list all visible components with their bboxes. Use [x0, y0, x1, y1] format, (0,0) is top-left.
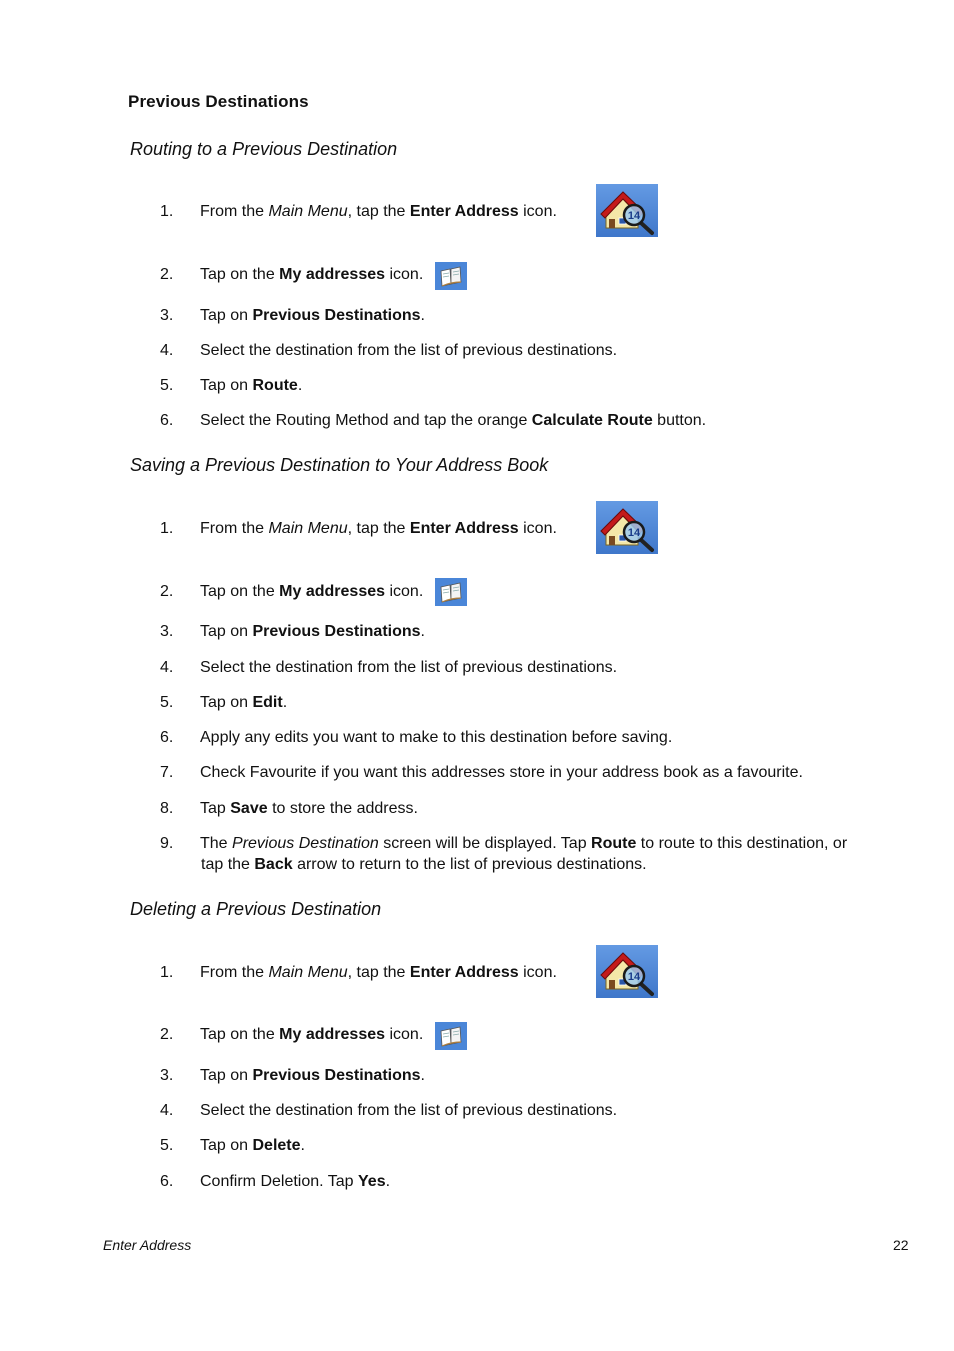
step-text: Tap on the My addresses icon.	[200, 1026, 424, 1043]
step-number: 5.	[160, 1137, 174, 1154]
step-text: Tap on Route.	[200, 377, 303, 394]
step-text: From the Main Menu, tap the Enter Address icon.	[200, 203, 557, 220]
step-text: Tap on Previous Destinations.	[200, 623, 425, 640]
step-number: 1.	[160, 203, 174, 220]
step-number: 6.	[160, 1173, 174, 1190]
enter-address-icon	[596, 945, 658, 998]
step-text: Tap on Edit.	[200, 694, 288, 711]
list-item	[0, 833, 954, 877]
step-number: 2.	[160, 1026, 174, 1043]
step-text: Select the destination from the list of previous destinations.	[200, 342, 618, 359]
enter-address-icon	[596, 501, 658, 554]
step-text: The Previous Destination screen will be displayed. Tap Route to route to this destination, or	[200, 835, 848, 852]
step-number: 3.	[160, 307, 174, 324]
section-heading-deleting: Deleting a Previous Destination	[130, 899, 382, 919]
page-number: 22	[893, 1237, 909, 1253]
step-text: Confirm Deletion. Tap Yes.	[200, 1173, 391, 1190]
step-text: Tap on Previous Destinations.	[200, 307, 425, 324]
step-text: Select the Routing Method and tap the orange Calculate Route button.	[200, 412, 707, 429]
step-number: 3.	[160, 623, 174, 640]
step-number: 6.	[160, 412, 174, 429]
step-number: 1.	[160, 964, 174, 981]
step-text: From the Main Menu, tap the Enter Address icon.	[200, 520, 557, 537]
step-number: 8.	[160, 800, 174, 817]
enter-address-icon	[596, 184, 658, 237]
my-addresses-icon	[435, 1022, 467, 1050]
step-number: 4.	[160, 342, 174, 359]
my-addresses-icon	[435, 578, 467, 606]
step-number: 9.	[160, 835, 174, 852]
step-text: Tap on the My addresses icon.	[200, 266, 424, 283]
step-text: Select the destination from the list of previous destinations.	[200, 1102, 618, 1119]
step-text: Tap on Previous Destinations.	[200, 1067, 425, 1084]
footer-section-name: Enter Address	[103, 1237, 192, 1253]
section-heading-saving: Saving a Previous Destination to Your Address Book	[130, 455, 549, 475]
step-number: 5.	[160, 377, 174, 394]
step-number: 3.	[160, 1067, 174, 1084]
step-number: 4.	[160, 1102, 174, 1119]
step-text: Tap on Delete.	[200, 1137, 305, 1154]
step-number: 5.	[160, 694, 174, 711]
section-heading-routing: Routing to a Previous Destination	[130, 139, 398, 159]
step-text: Check Favourite if you want this addresses store in your address book as a favourite.	[200, 764, 803, 781]
page-title: Previous Destinations	[128, 92, 309, 111]
step-number: 2.	[160, 266, 174, 283]
step-text: Tap on the My addresses icon.	[200, 583, 424, 600]
step-number: 6.	[160, 729, 174, 746]
step-number: 4.	[160, 659, 174, 676]
step-text: Tap Save to store the address.	[200, 800, 418, 817]
my-addresses-icon	[435, 262, 467, 290]
step-text-continued: tap the Back arrow to return to the list of previous destinations.	[201, 856, 647, 873]
step-text: Select the destination from the list of previous destinations.	[200, 659, 618, 676]
step-number: 2.	[160, 583, 174, 600]
step-number: 1.	[160, 520, 174, 537]
step-number: 7.	[160, 764, 174, 781]
step-text: From the Main Menu, tap the Enter Address icon.	[200, 964, 557, 981]
step-text: Apply any edits you want to make to this destination before saving.	[200, 729, 673, 746]
